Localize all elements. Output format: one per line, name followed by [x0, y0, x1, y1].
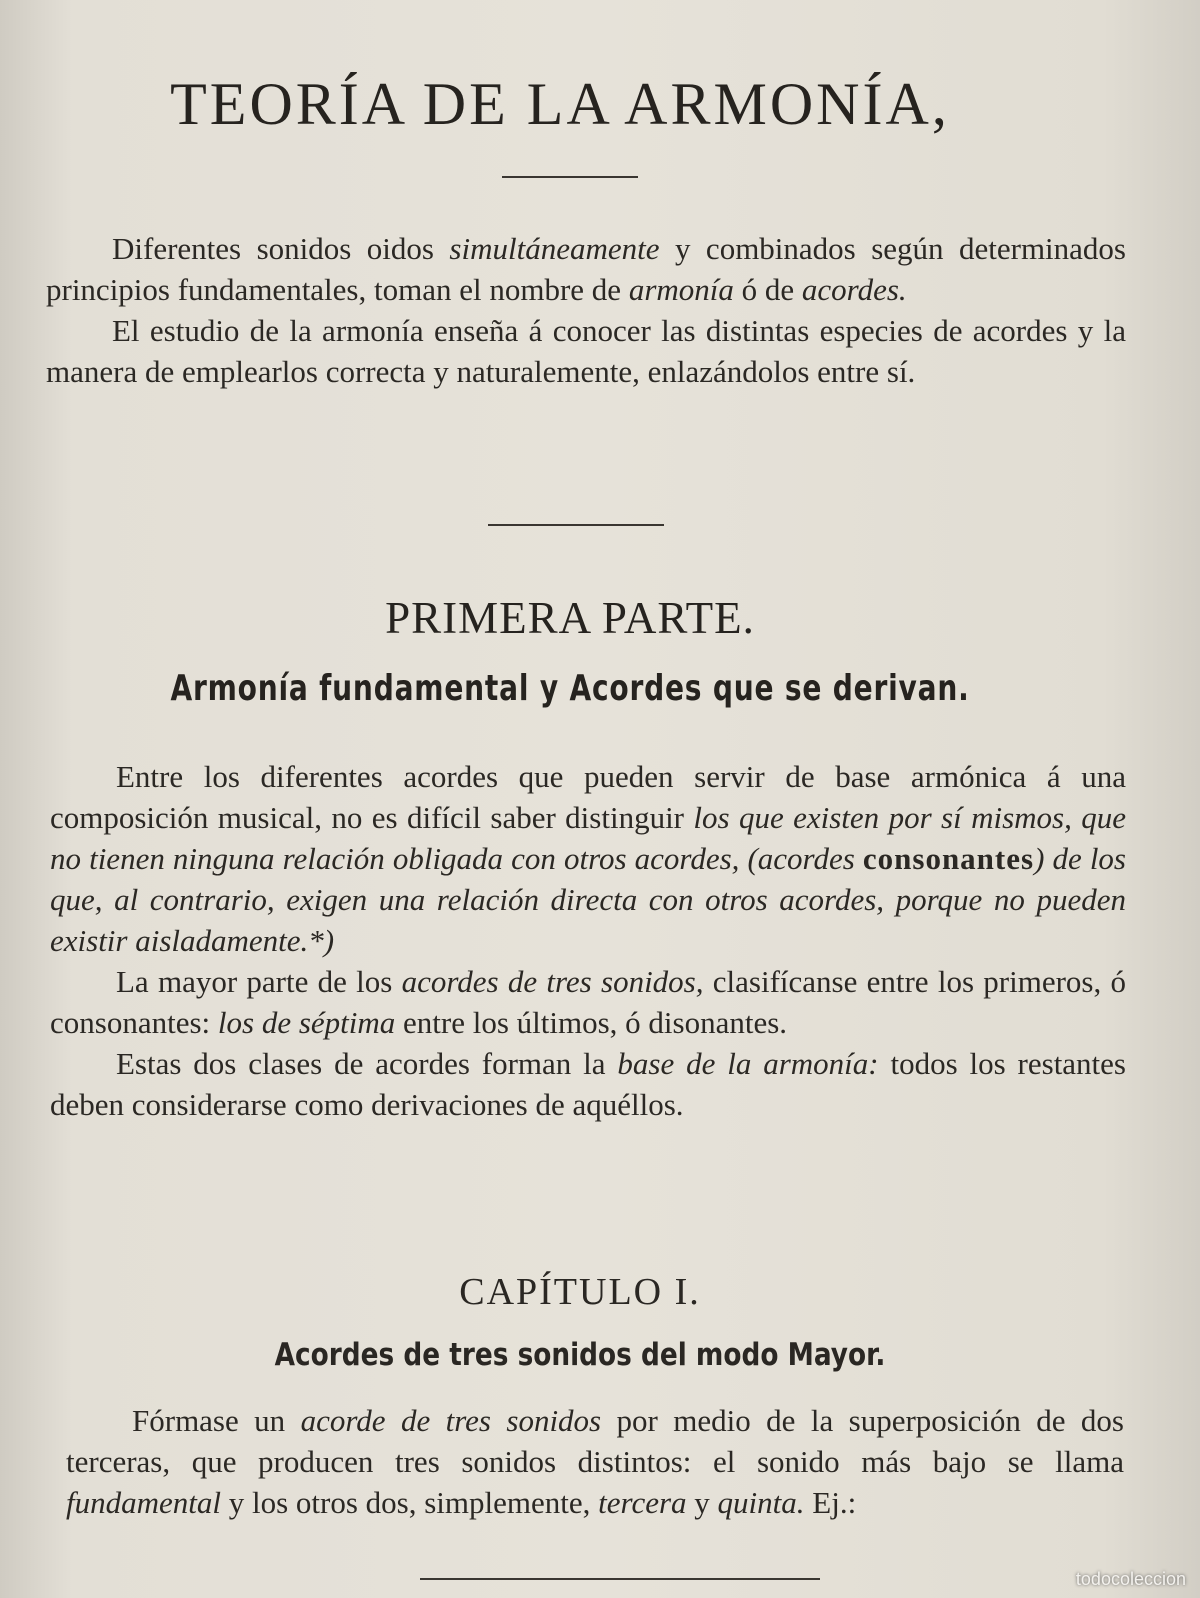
text-run: y los otros dos, simplemente,	[221, 1485, 599, 1520]
text-run: Entre los diferentes acordes que pueden servir de base armónica á una composición musical, no es difícil saber distinguir	[50, 759, 1126, 835]
text-run: todos los restantes deben considerarse como derivaciones de aquéllos.	[50, 1046, 1126, 1122]
chapter-body	[66, 1400, 1124, 1523]
page-title: TEORÍA DE LA ARMONÍA,	[170, 71, 950, 137]
text-run: clasifícanse entre los primeros, ó consonantes:	[50, 964, 1126, 1040]
text-run: La mayor parte de los	[116, 964, 402, 999]
body-paragraph-3	[50, 1043, 1126, 1125]
chapter-title: CAPÍTULO I.	[459, 1271, 701, 1313]
text-run: ó de	[733, 272, 802, 307]
part-subtitle: Armonía fundamental y Acordes que se derivan.	[170, 668, 970, 709]
italic-run: acorde de tres sonidos	[300, 1403, 602, 1438]
part-body	[50, 756, 1126, 1125]
italic-run: tercera	[598, 1485, 687, 1520]
chapter-subtitle: Acordes de tres sonidos del modo Mayor.	[274, 1337, 886, 1373]
watermark: todocoleccion	[1075, 1569, 1186, 1589]
italic-run: quinta.	[717, 1485, 805, 1520]
intro-section	[46, 228, 1126, 392]
italic-run: armonía	[628, 272, 734, 307]
intro-paragraph-1	[46, 228, 1126, 310]
text-run: Diferentes sonidos oidos	[112, 231, 450, 266]
italic-run: los de séptima	[217, 1005, 396, 1040]
music-staff-fragment	[420, 1578, 820, 1594]
divider-rule	[502, 176, 638, 178]
text-run: y	[686, 1485, 718, 1520]
body-paragraph-1	[50, 756, 1126, 961]
divider-rule	[488, 524, 664, 526]
text-run: por medio de la superposición de dos terceras, que producen tres sonidos distintos: el sonido más bajo se llama	[66, 1403, 1124, 1479]
italic-run: los que existen por sí mismos, que no tienen ninguna relación obligada con otros acordes, (acordes	[50, 800, 1126, 876]
text-run: Fórmase un	[132, 1403, 301, 1438]
text-run: y combinados según determinados principios fundamentales, toman el nombre de	[46, 231, 1126, 307]
italic-run: simultáneamente	[449, 231, 660, 266]
text-run: Estas dos clases de acordes forman la	[116, 1046, 618, 1081]
intro-paragraph-2: El estudio de la armonía enseña á conocer las distintas especies de acordes y la manera de emplearlos correcta y naturalemente, enlazándolos entre sí.	[46, 313, 1126, 389]
italic-run: base de la armonía:	[617, 1046, 879, 1081]
text-run: Ej.:	[804, 1485, 857, 1520]
italic-run: ) de los que, al contrario, exigen una relación directa con otros acordes, porque no pueden existir aisladamente.*)	[50, 841, 1126, 958]
part-title: PRIMERA PARTE.	[385, 593, 755, 643]
italic-run: fundamental	[66, 1485, 221, 1520]
bold-run: consonantes	[862, 841, 1035, 876]
chapter-paragraph	[66, 1400, 1124, 1523]
body-paragraph-2	[50, 961, 1126, 1043]
italic-run: acordes de tres sonidos,	[401, 964, 704, 999]
italic-run: acordes.	[801, 272, 907, 307]
text-run: entre los últimos, ó disonantes.	[395, 1005, 788, 1040]
